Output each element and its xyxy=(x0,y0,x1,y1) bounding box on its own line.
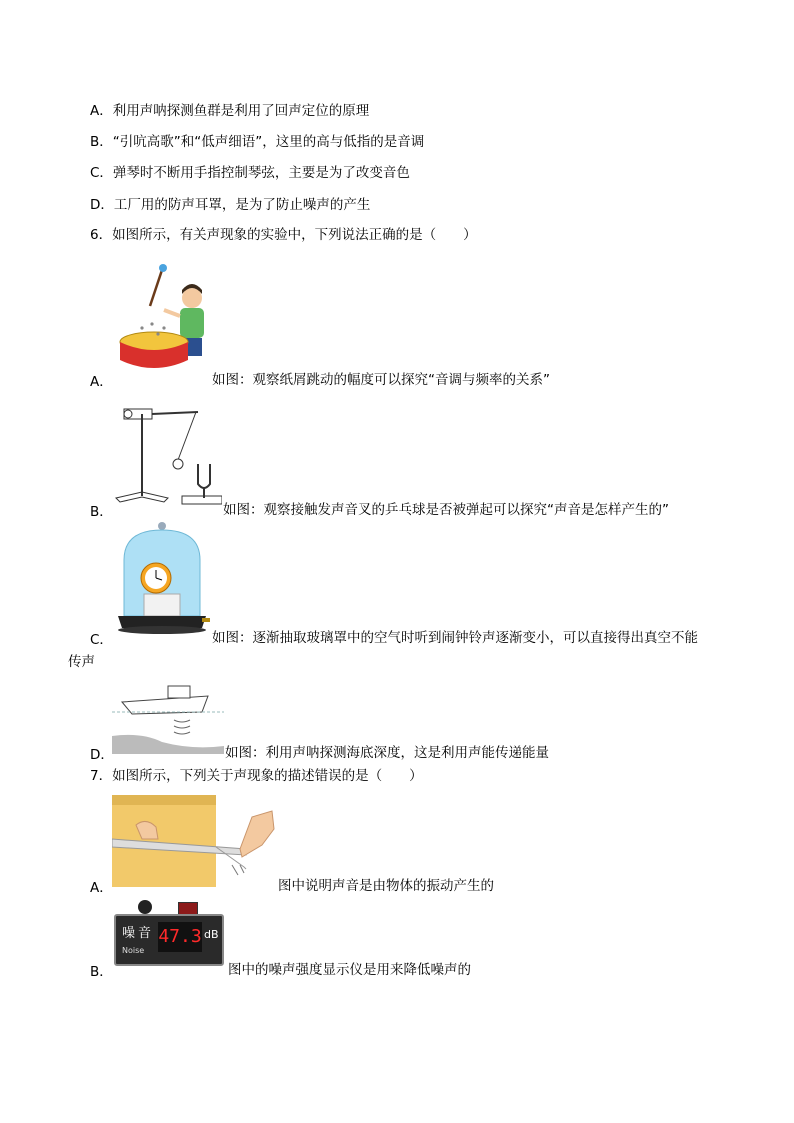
q5-option-c: C．弹琴时不断用手指控制琴弦，主要是为了改变音色 xyxy=(90,165,410,181)
q5-option-b: B．“引吭高歌”和“低声细语”，这里的高与低指的是音调 xyxy=(90,134,425,150)
sonar-ship-figure xyxy=(112,678,224,754)
q7-b-label: B． xyxy=(90,964,113,980)
ruler-table-figure xyxy=(112,795,278,887)
meter-value: 47.3 xyxy=(158,922,202,952)
q7-a-label: A． xyxy=(90,880,113,896)
meter-char-1: 噪 xyxy=(122,926,136,941)
q6-a-label: A． xyxy=(90,374,113,390)
q6-a-text: 如图：观察纸屑跳动的幅度可以探究“音调与频率的关系” xyxy=(212,372,550,388)
q6-stem: 6．如图所示，有关声现象的实验中，下列说法正确的是（ ） xyxy=(90,227,477,243)
microphone-icon xyxy=(138,900,152,914)
q6-b-label: B． xyxy=(90,504,113,520)
meter-word: Noise xyxy=(122,946,145,955)
q5-option-a: A．利用声呐探测鱼群是利用了回声定位的原理 xyxy=(90,103,370,119)
q6-c-text-2: 传声 xyxy=(68,654,95,670)
q6-c-text-1: 如图：逐渐抽取玻璃罩中的空气时听到闹钟铃声逐渐变小，可以直接得出真空不能 xyxy=(212,630,698,646)
q6-b-text: 如图：观察接触发声音叉的乒乓球是否被弹起可以探究“声音是怎样产生的” xyxy=(223,502,669,518)
q6-c-label: C． xyxy=(90,632,113,648)
meter-unit: dB xyxy=(204,928,219,941)
drum-boy-figure xyxy=(112,258,212,380)
tuning-fork-figure xyxy=(112,404,222,508)
q7-b-text: 图中的噪声强度显示仪是用来降低噪声的 xyxy=(228,962,471,978)
q6-d-label: D． xyxy=(90,747,114,763)
meter-body xyxy=(114,914,224,966)
meter-char-2: 音 xyxy=(138,926,152,941)
noise-meter-figure xyxy=(114,898,222,968)
q7-stem: 7．如图所示，下列关于声现象的描述错误的是（ ） xyxy=(90,768,423,784)
bell-jar-figure xyxy=(112,520,212,638)
q6-d-text: 如图：利用声呐探测海底深度，这是利用声能传递能量 xyxy=(225,745,549,761)
q5-option-d: D．工厂用的防声耳罩，是为了防止噪声的产生 xyxy=(90,197,371,213)
q7-a-text: 图中说明声音是由物体的振动产生的 xyxy=(278,878,494,894)
